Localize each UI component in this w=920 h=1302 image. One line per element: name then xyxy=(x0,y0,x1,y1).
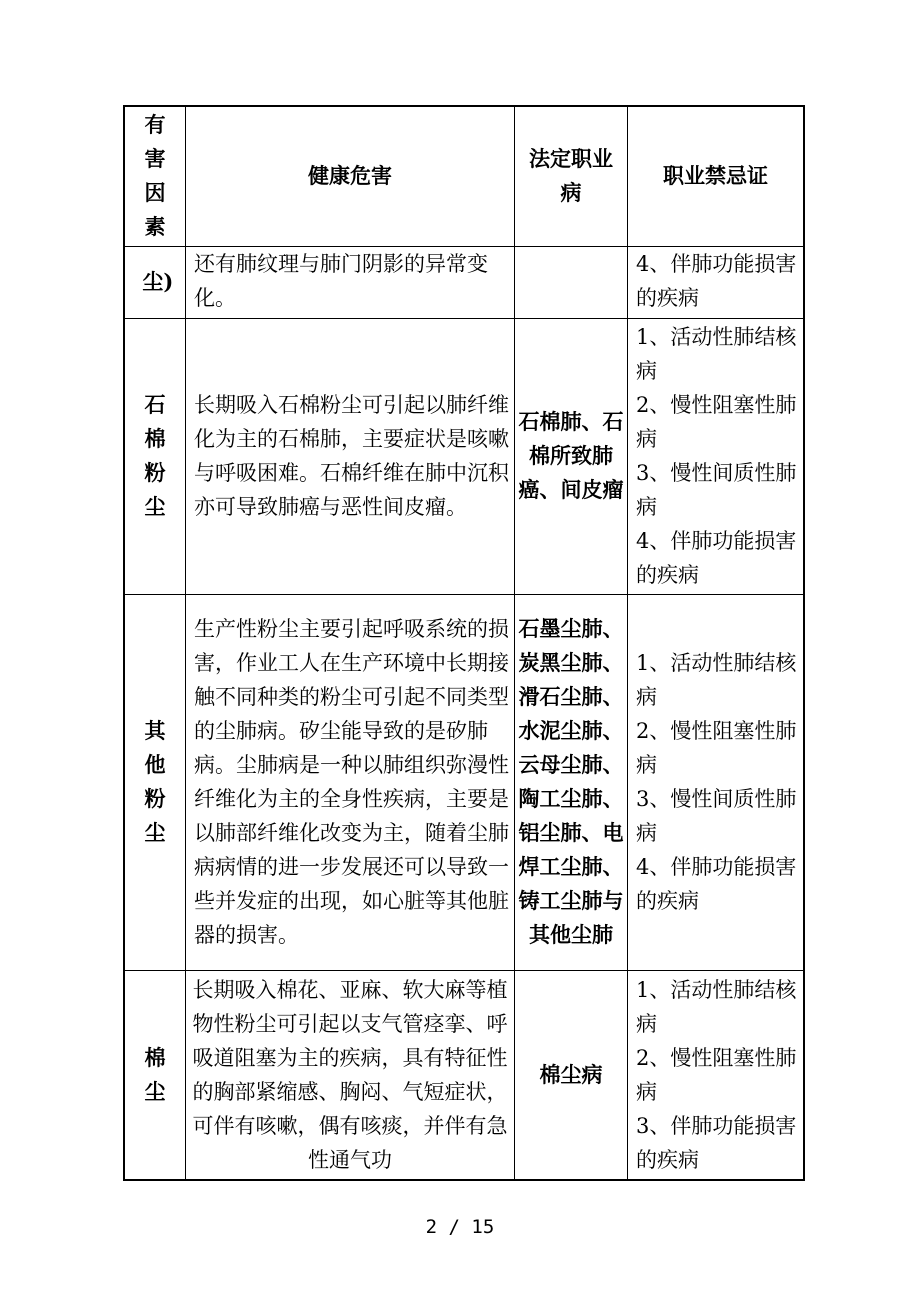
header-contraindication-cell xyxy=(628,106,805,246)
contraindication-cell xyxy=(628,594,805,970)
header-contraindication: 职业禁忌证 xyxy=(663,163,768,189)
header-disease-cell xyxy=(515,106,628,246)
hazard-text: 长期吸入棉花、亚麻、软大麻等植物性粉尘可引起以支气管痉挛、呼吸道阻塞为主的疾病，具有特征性的胸部紧缩感、胸闷、气短症状，可伴有咳嗽，偶有咳痰，并伴有急性通气功 xyxy=(192,977,508,1172)
hazard-cell xyxy=(186,594,515,970)
factor-label: 棉尘 xyxy=(144,1044,166,1104)
header-hazard-cell xyxy=(186,106,515,246)
contraindication-item: 2、慢性阻塞性肺病 xyxy=(636,1045,797,1104)
table-row xyxy=(124,594,804,970)
hazard-text: 长期吸入石棉粉尘可引起以肺纤维化为主的石棉肺，主要症状是咳嗽与呼吸困难。石棉纤维在肺中沉积亦可导致肺癌与恶性间皮瘤。 xyxy=(194,393,509,519)
disease-text: 棉尘病 xyxy=(539,1061,603,1087)
contraindication-cell xyxy=(628,246,805,318)
contraindication-list xyxy=(628,247,803,315)
table-row xyxy=(124,970,804,1180)
disease-text: 石棉肺、石棉所致肺癌、间皮瘤 xyxy=(518,409,624,502)
disease-cell xyxy=(515,246,628,318)
factor-label: 尘) xyxy=(142,269,174,294)
contraindication-item: 4、伴肺功能损害的疾病 xyxy=(636,251,797,310)
factor-cell xyxy=(124,594,186,970)
disease-cell xyxy=(515,970,628,1180)
table-header-row xyxy=(124,106,804,246)
hazard-text: 生产性粉尘主要引起呼吸系统的损害，作业工人在生产环境中长期接触不同种类的粉尘可引起不同类型的尘肺病。矽尘能导致的是矽肺病。尘肺病是一种以肺组织弥漫性纤维化为主的全身性疾病，主要是以肺部纤维化改变为主，随着尘肺病病情的进一步发展还可以导致一些并发症的出现，如心脏等其他脏器的损害。 xyxy=(194,617,509,947)
contraindication-item: 1、活动性肺结核病 xyxy=(636,977,797,1036)
factor-cell xyxy=(124,318,186,594)
header-disease: 法定职业病 xyxy=(529,146,613,206)
contraindication-item: 2、慢性阻塞性肺病 xyxy=(636,719,797,777)
disease-cell xyxy=(515,594,628,970)
table-row xyxy=(124,246,804,318)
header-factor-cell xyxy=(124,106,186,246)
hazard-text: 还有肺纹理与肺门阴影的异常变化。 xyxy=(194,251,488,310)
contraindication-cell xyxy=(628,970,805,1180)
header-hazard: 健康危害 xyxy=(308,163,392,189)
factor-label: 其他粉尘 xyxy=(144,718,166,845)
contraindication-list xyxy=(628,973,803,1177)
contraindication-list xyxy=(628,646,803,918)
table-row xyxy=(124,318,804,594)
contraindication-list xyxy=(628,320,803,592)
page-indicator: 2 / 15 xyxy=(425,1216,495,1238)
hazard-cell xyxy=(186,318,515,594)
factor-cell xyxy=(124,246,186,318)
contraindication-cell xyxy=(628,318,805,594)
hazard-cell xyxy=(186,970,515,1180)
occupational-hazard-table xyxy=(123,105,805,1181)
contraindication-item: 1、活动性肺结核病 xyxy=(636,325,797,383)
disease-text: 石墨尘肺、炭黑尘肺、滑石尘肺、水泥尘肺、云母尘肺、陶工尘肺、铝尘肺、电焊工尘肺、铸工尘肺与其他尘肺 xyxy=(518,616,624,947)
contraindication-item: 3、伴肺功能损害的疾病 xyxy=(636,1113,797,1172)
contraindication-item: 4、伴肺功能损害的疾病 xyxy=(636,529,797,587)
disease-cell xyxy=(515,318,628,594)
contraindication-item: 1、活动性肺结核病 xyxy=(636,651,797,709)
contraindication-item: 3、慢性间质性肺病 xyxy=(636,787,797,845)
hazard-cell xyxy=(186,246,515,318)
contraindication-item: 2、慢性阻塞性肺病 xyxy=(636,393,797,451)
contraindication-item: 3、慢性间质性肺病 xyxy=(636,461,797,519)
contraindication-item: 4、伴肺功能损害的疾病 xyxy=(636,855,797,913)
factor-cell xyxy=(124,970,186,1180)
factor-label: 石棉粉尘 xyxy=(144,392,166,519)
header-factor: 有害因素 xyxy=(144,112,166,240)
